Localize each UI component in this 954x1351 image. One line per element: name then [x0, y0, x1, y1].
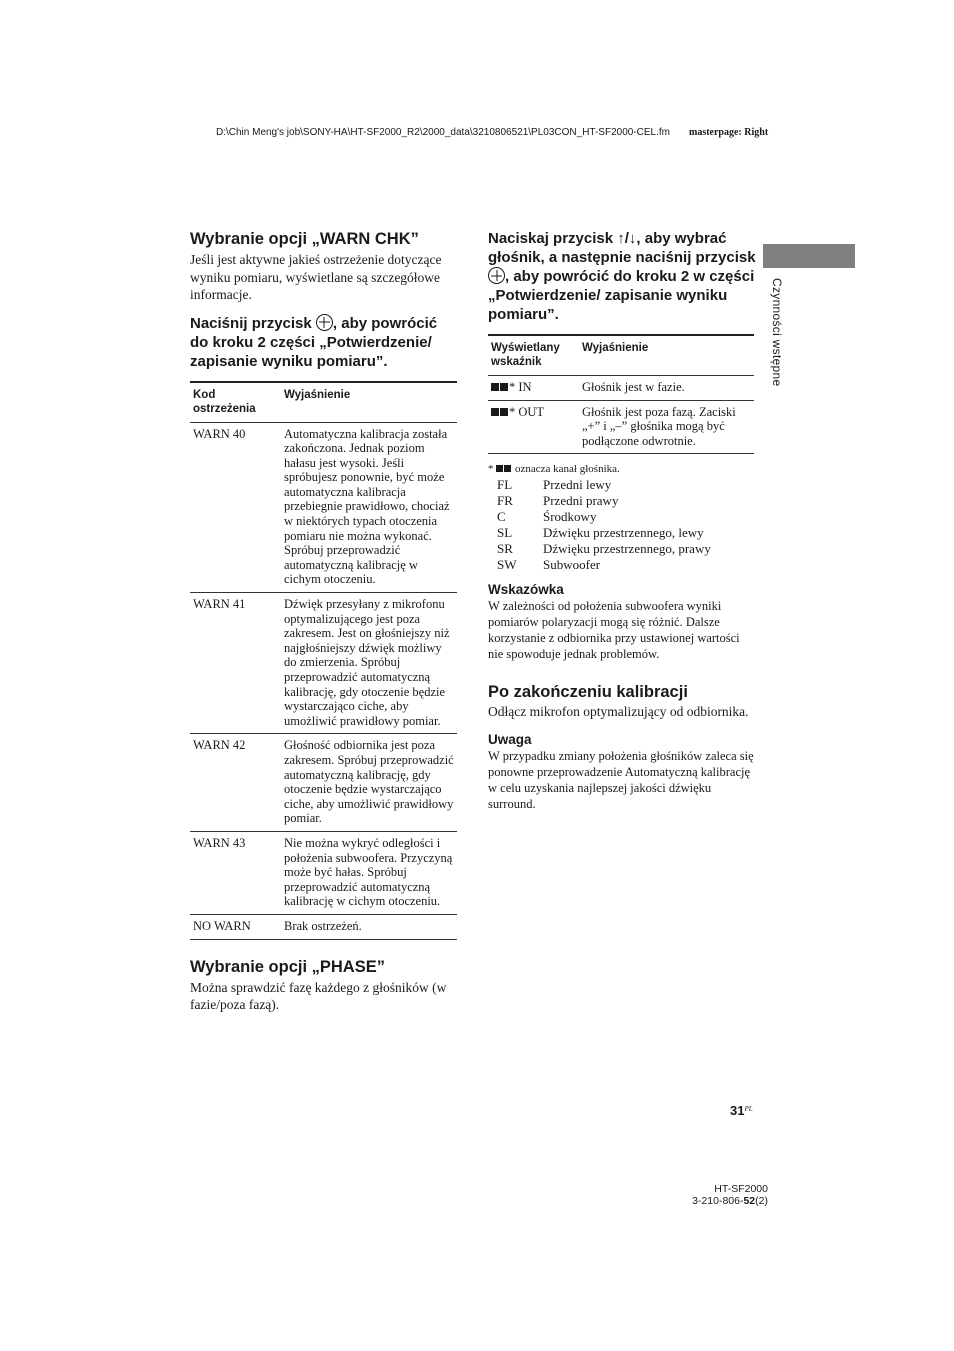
- masterpage-label: masterpage: Right: [689, 127, 769, 138]
- phase-indicator: * OUT: [488, 400, 579, 454]
- warning-code: WARN 41: [190, 593, 281, 734]
- warning-desc: Brak ostrzeżeń.: [281, 914, 457, 939]
- enter-button-icon: [488, 267, 505, 284]
- note-heading: Uwaga: [488, 731, 532, 747]
- channel-square-icon: [504, 465, 511, 472]
- list-item: SL Dźwięku przestrzennego, lewy: [497, 525, 704, 541]
- footer-model: HT-SF2000: [714, 1183, 768, 1195]
- warning-col-desc: Wyjaśnienie: [284, 388, 351, 401]
- phase-step: [488, 229, 756, 324]
- channel-square-icon: [496, 465, 503, 472]
- phase-col-desc: Wyjaśnienie: [582, 342, 649, 354]
- warning-desc: Automatyczna kalibracja została zakończona. Jednak poziom hałasu jest wysoki. Jeśli spróbujesz ponownie, być może automatyczna kalibracja przebiegnie prawidłowo, chociaż w niektórych typach otoczenia pomiaru nie można wykonać. Spróbuj przeprowadzić automatyczną kalibrację w cichym otoczeniu.: [281, 422, 457, 593]
- channel-square-icon: [491, 408, 499, 416]
- channel-square-icon: [500, 383, 508, 391]
- section-tab-label: Czynności wstępne: [770, 278, 784, 387]
- warning-table: [190, 381, 457, 940]
- right-column: [488, 229, 756, 812]
- tip-text: W zależności od położenia subwoofera wyniki pomiarów polaryzacji mogą się różnić. Dalsze korzystanie z odbiornika przy ustawionej wartości nie spowoduje jednak problemów.: [488, 599, 740, 662]
- warn-chk-heading: Wybranie opcji „WARN CHK”: [190, 230, 419, 248]
- warning-col-code: Kod ostrzeżenia: [193, 388, 256, 415]
- table-row: [190, 734, 457, 832]
- phase-desc: Głośnik jest poza fazą. Zaciski „+” i „–” głośnika mogą być podłączone odwrotnie.: [579, 400, 754, 454]
- list-item: C Środkowy: [497, 509, 597, 525]
- footer-part-code: 3-210-806-52(2): [692, 1195, 768, 1207]
- warning-desc: Głośność odbiornika jest poza zakresem. Spróbuj przeprowadzić automatyczną kalibrację, gdy otoczenie będzie wystarczająco ciche, aby umożliwić prawidłowy pomiar.: [281, 734, 457, 832]
- phase-text: Można sprawdzić fazę każdego z głośników (w fazie/poza fazą).: [190, 979, 447, 1012]
- file-path: D:\Chin Meng's job\SONY-HA\HT-SF2000_R2\2000_data\3210806521\PL03CON_HT-SF2000-CEL.fm: [215, 127, 670, 138]
- warning-code: WARN 42: [190, 734, 281, 832]
- warn-chk-intro: Jeśli jest aktywne jakieś ostrzeżenie dotyczące wyniku pomiaru, wyświetlane są szczegółowe informacje.: [190, 252, 442, 302]
- table-row: [190, 593, 457, 734]
- section-tab-marker: [763, 244, 855, 268]
- warning-code: WARN 43: [190, 831, 281, 914]
- phase-step-after: , aby powrócić do kroku 2 w części „Potwierdzenie/ zapisanie wyniku pomiaru”.: [488, 268, 755, 323]
- channel-code-list: [497, 477, 711, 573]
- table-row: [190, 831, 457, 914]
- enter-button-icon: [316, 314, 333, 331]
- warn-chk-step: [190, 314, 458, 371]
- after-calibration-heading: Po zakończeniu kalibracji: [488, 683, 688, 702]
- step-text-after: , aby powrócić do kroku 2 części „Potwierdzenie/ zapisanie wyniku pomiaru”.: [190, 314, 438, 370]
- warning-code: NO WARN: [190, 914, 281, 939]
- phase-col-indicator: Wyświetlany wskaźnik: [491, 342, 560, 368]
- table-row: [190, 422, 457, 593]
- step-text-before: Naciśnij przycisk: [190, 314, 316, 332]
- list-item: SR Dźwięku przestrzennego, prawy: [497, 541, 711, 557]
- warning-desc: Nie można wykryć odległości i położenia subwoofera. Przyczyną może być hałas. Spróbuj przeprowadzić automatyczną kalibrację w cichym otoczeniu.: [281, 831, 457, 914]
- table-row: [488, 376, 754, 401]
- phase-desc: Głośnik jest w fazie.: [579, 376, 754, 401]
- note-text: W przypadku zmiany położenia głośników zaleca się ponowne przeprowadzenie Automatyczną kalibrację w celu uzyskania najlepszej jakości dźwięku surround.: [488, 748, 754, 811]
- list-item: SW Subwoofer: [497, 557, 601, 573]
- table-row: [190, 914, 457, 939]
- tip-heading: Wskazówka: [488, 582, 564, 598]
- footnote: * oznacza kanał głośnika.: [488, 463, 620, 476]
- after-calibration-text: Odłącz mikrofon optymalizujący od odbiornika.: [488, 704, 749, 720]
- channel-square-icon: [491, 383, 499, 391]
- phase-step-before: Naciskaj przycisk ↑/↓, aby wybrać głośnik, a następnie naciśnij przycisk: [488, 230, 756, 266]
- left-column: [190, 229, 458, 1014]
- list-item: FR Przedni prawy: [497, 493, 619, 509]
- channel-square-icon: [500, 408, 508, 416]
- warning-code: WARN 40: [190, 422, 281, 593]
- warning-desc: Dźwięk przesyłany z mikrofonu optymalizującego jest poza zakresem. Jest on głośniejszy niż najgłośniejszy dźwięk możliwy do zmierzenia. Spróbuj przeprowadzić automatyczną kalibrację, gdy otoczenie będzie wystarczająco ciche, aby umożliwić prawidłowy pomiar.: [281, 593, 457, 734]
- table-row: [488, 400, 754, 454]
- phase-heading: Wybranie opcji „PHASE”: [190, 957, 385, 976]
- phase-table: [488, 334, 754, 454]
- phase-indicator: * IN: [488, 376, 579, 401]
- list-item: FL Przedni lewy: [497, 477, 612, 493]
- page-number: $31^{PL}$: [730, 1103, 753, 1118]
